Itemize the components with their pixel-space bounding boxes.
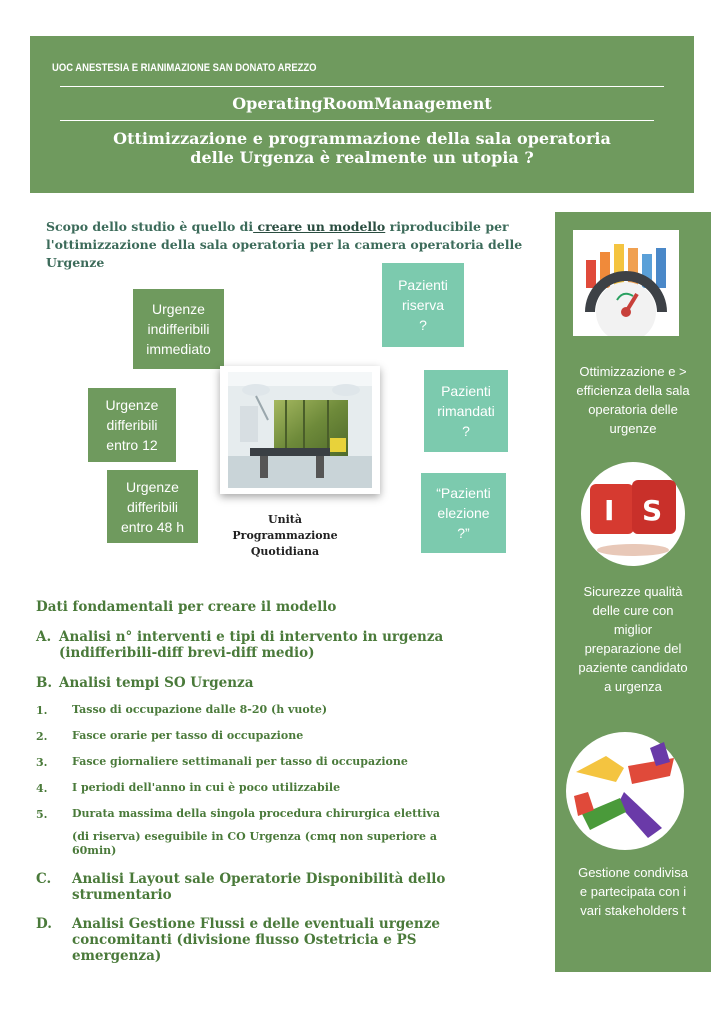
sidebar-line: Ottimizzazione e > bbox=[579, 364, 687, 379]
divider bbox=[60, 120, 654, 121]
list-item: Fasce giornaliere settimanali per tasso di occupazione bbox=[72, 755, 408, 768]
box-line: indifferibili bbox=[147, 321, 210, 337]
sidebar-line: a urgenza bbox=[604, 679, 662, 694]
sidebar-line: miglior bbox=[613, 622, 653, 637]
box-line: entro 12 bbox=[106, 437, 158, 453]
sidebar-block-sharing bbox=[555, 863, 711, 920]
item-line: 60min) bbox=[72, 844, 117, 857]
department-name: UOC ANESTESIA E RIANIMAZIONE SAN DONATO AREZZO bbox=[52, 62, 317, 74]
intro-after: riproducibile per l'ottimizzazione della sala operatoria per la camera operatoria delle Urgenze bbox=[46, 219, 523, 270]
box-line: rimandati bbox=[437, 403, 495, 419]
unit-line: Programmazione bbox=[232, 529, 338, 542]
program-title: OperatingRoomManagement bbox=[232, 94, 492, 113]
gauge-image bbox=[573, 230, 679, 336]
sidebar-line: operatoria delle bbox=[588, 402, 678, 417]
box-line: Pazienti bbox=[398, 277, 448, 293]
item-line: Analisi n° interventi e tipi di intervento in urgenza bbox=[59, 629, 444, 645]
header-banner bbox=[30, 36, 694, 193]
item-b-text: Analisi tempi SO Urgenza bbox=[59, 675, 254, 691]
sidebar-block-efficiency bbox=[555, 362, 711, 438]
list-item: Tasso di occupazione dalle 8-20 (h vuote) bbox=[72, 703, 328, 716]
item-line: (di riserva) eseguibile in CO Urgenza (cmq non superiore a bbox=[72, 830, 437, 843]
dice-icon bbox=[580, 462, 686, 566]
sidebar-line: delle cure con bbox=[592, 603, 674, 618]
item-number: 4. bbox=[36, 782, 48, 795]
hands-icon bbox=[566, 732, 684, 850]
urgency-box-immediate bbox=[133, 289, 224, 369]
sidebar-line: Sicurezze qualità bbox=[583, 584, 683, 599]
item-line: Analisi Layout sale Operatorie Disponibilità dello bbox=[72, 871, 446, 887]
sidebar-line: paziente candidato bbox=[578, 660, 688, 675]
sidebar-block-safety bbox=[555, 582, 711, 696]
section-heading: Dati fondamentali per creare il modello bbox=[36, 599, 337, 615]
box-line: Pazienti bbox=[441, 383, 491, 399]
divider bbox=[60, 86, 664, 87]
box-line: Urgenze bbox=[152, 301, 205, 317]
intro-before: Scopo dello studio è quello di bbox=[46, 219, 254, 234]
sidebar-line: urgenze bbox=[609, 421, 657, 436]
patients-postponed-box bbox=[424, 370, 508, 452]
box-line: ? bbox=[419, 317, 427, 333]
item-number: 5. bbox=[36, 808, 48, 821]
box-line: elezione bbox=[437, 505, 490, 521]
operating-room-photo bbox=[220, 366, 380, 494]
svg-text:S: S bbox=[642, 494, 663, 527]
box-line: Urgenze bbox=[126, 478, 179, 495]
item-number: 1. bbox=[36, 704, 48, 717]
item-c-text bbox=[72, 871, 542, 903]
box-line: riserva bbox=[401, 297, 444, 313]
operating-room-image bbox=[220, 366, 380, 494]
patients-elective-box bbox=[421, 473, 506, 553]
list-item: Fasce orarie per tasso di occupazione bbox=[72, 729, 304, 742]
hands-image bbox=[566, 732, 684, 850]
list-item: Durata massima della singola procedura chirurgica elettiva bbox=[72, 807, 440, 820]
item-line: concomitanti (divisione flusso Ostetricia e PS bbox=[72, 932, 417, 948]
item-letter-c: C. bbox=[36, 871, 52, 887]
item-letter-a: A. bbox=[36, 629, 52, 645]
urgency-box-12h bbox=[88, 388, 176, 462]
dice-image bbox=[580, 462, 686, 566]
item-line: emergenza) bbox=[72, 948, 162, 964]
item-line: Analisi Gestione Flussi e delle eventuali urgenze bbox=[72, 916, 440, 932]
sidebar-line: efficienza della sala bbox=[576, 383, 690, 398]
item-letter-d: D. bbox=[36, 916, 52, 932]
sidebar-line: preparazione del bbox=[584, 641, 682, 656]
item-number: 3. bbox=[36, 756, 48, 769]
box-line: immediato bbox=[146, 341, 211, 357]
sidebar-line: e partecipata con i bbox=[579, 884, 687, 899]
title-line: Ottimizzazione e programmazione della sala operatoria bbox=[113, 129, 611, 148]
item-a-text bbox=[59, 629, 539, 661]
intro-highlight: creare un modello bbox=[253, 219, 386, 234]
patients-reserve-box bbox=[382, 263, 464, 347]
sidebar-line: Gestione condivisa bbox=[578, 865, 688, 880]
item-number: 2. bbox=[36, 730, 48, 743]
svg-text:I: I bbox=[604, 494, 615, 527]
box-line: “Pazienti bbox=[436, 485, 491, 501]
list-item-continued bbox=[72, 830, 512, 858]
box-line: ? bbox=[462, 423, 470, 439]
unit-label bbox=[220, 512, 350, 560]
item-d-text bbox=[72, 916, 542, 964]
item-line: (indifferibili-diff brevi-diff medio) bbox=[59, 645, 315, 661]
unit-line: Quotidiana bbox=[250, 545, 320, 558]
page-title bbox=[30, 129, 694, 167]
urgency-box-48h bbox=[107, 470, 198, 543]
title-line: delle Urgenza è realmente un utopia ? bbox=[190, 148, 534, 167]
list-item: I periodi dell'anno in cui è poco utilizzabile bbox=[72, 781, 341, 794]
box-line: Urgenze bbox=[105, 397, 159, 413]
box-line: differibili bbox=[126, 498, 179, 515]
box-line: differibili bbox=[106, 417, 158, 433]
item-letter-b: B. bbox=[36, 675, 53, 691]
box-line: ?” bbox=[457, 525, 470, 541]
gauge-icon bbox=[573, 230, 679, 336]
box-line: entro 48 h bbox=[120, 518, 185, 535]
sidebar-line: vari stakeholders t bbox=[580, 903, 686, 918]
unit-line: Unità bbox=[268, 513, 302, 526]
item-line: strumentario bbox=[72, 887, 172, 903]
